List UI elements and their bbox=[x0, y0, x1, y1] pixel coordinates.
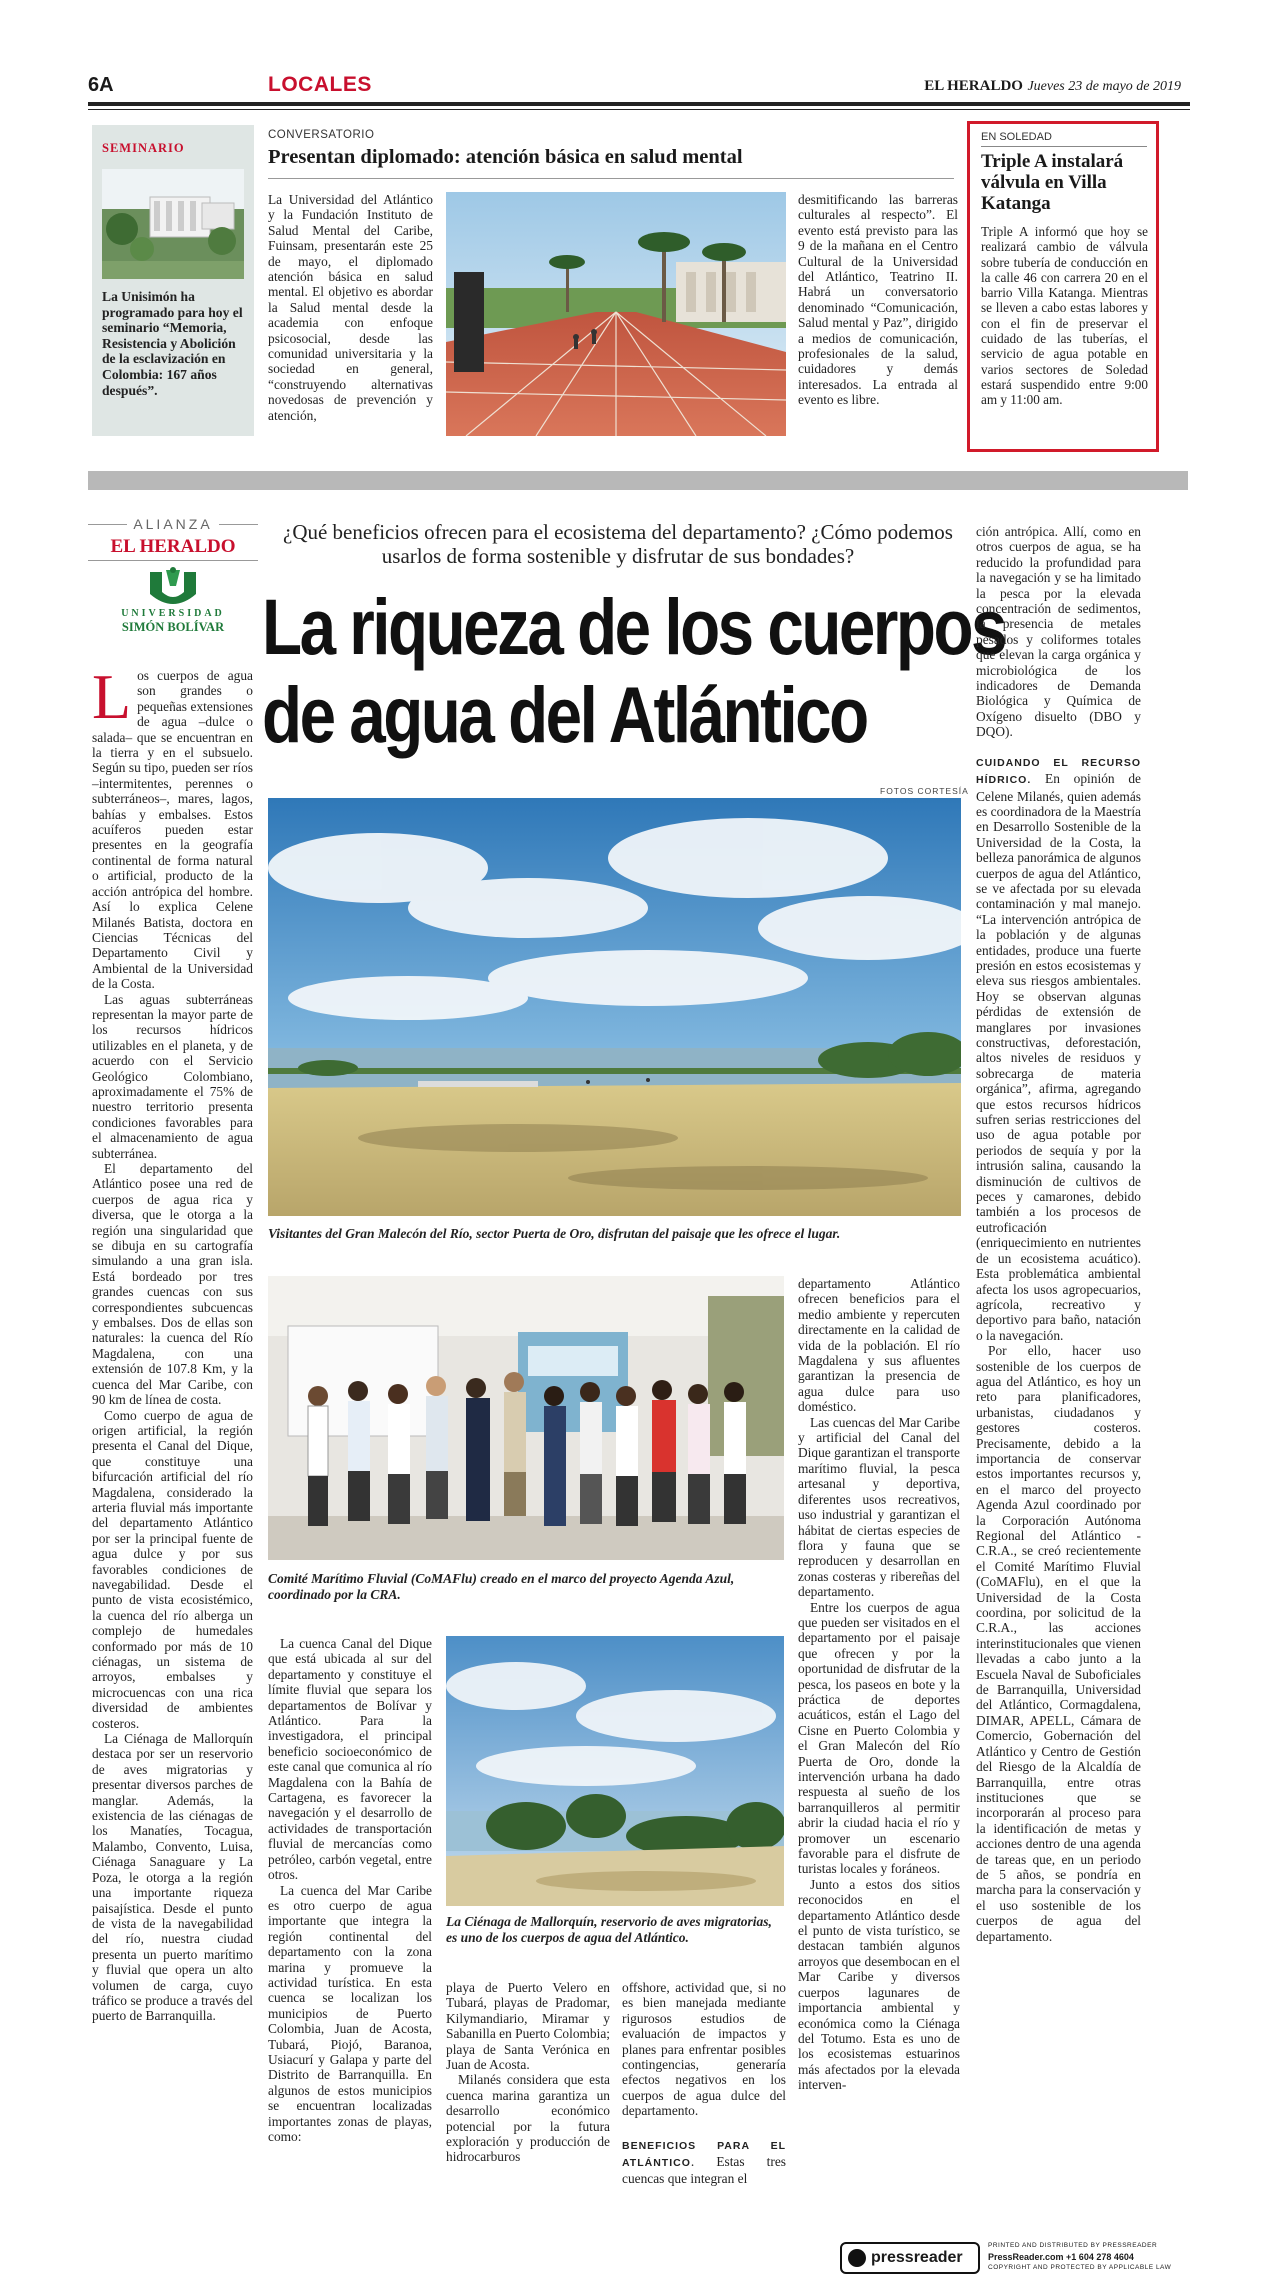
col4-para-1: offshore, actividad que, si no es bien manejada mediante rigurosos estudios de evaluación de impactos y planes para enfrentar posibles contingencias, generaría efectos negativos en los cuerpos de agua dulce del departamento. bbox=[622, 1980, 786, 2119]
col4-subhead: BENEFICIOS PARA EL ATLÁNTICO bbox=[622, 2139, 786, 2170]
university-line1: UNIVERSIDAD bbox=[121, 608, 225, 619]
col5 bbox=[798, 1276, 960, 2093]
soledad-kicker-rule bbox=[981, 146, 1147, 147]
cienaga-image bbox=[446, 1636, 784, 1906]
soledad-text: Triple A informó que hoy se realizará cambio de válvula sobre tubería de conducción en la calle 46 con carrera 20 en el barrio Villa Katanga. Mientras se lleven a cabo estas labores y con el fin de preservar el cuidado de las tuberías, el servicio de agua potable en varios sectores de Soledad estará suspendido entre 9:00 am y 11:00 am. bbox=[981, 224, 1148, 408]
main-headline bbox=[262, 582, 1006, 759]
col2 bbox=[268, 1636, 432, 2144]
col3-para-1: playa de Puerto Velero en Tubará, playas de Pradomar, Kilymandiario, Miramar y Sabanilla en Puerto Colombia; playa de Santa Verónica en Juan de Acosta. bbox=[446, 1980, 611, 2073]
seminar-photo bbox=[102, 169, 244, 279]
col5-para-3: Entre los cuerpos de agua que pueden ser visitados en el departamento por el paisaje que ofrecen y por la oportunidad de disfrutar de la pesca, los paseos en bote y la práctica de deportes acuáticos, están el Lago del Cisne en Puerto Colombia y el Gran Malecón del Río Puerta de Oro, donde la intervención urbana ha dado respuesta al sueño de los barranquilleros al permitir abrir la ciudad hacia el río y promover un escenario favorable para el disfrute de turistas locales y foráneos. bbox=[798, 1599, 960, 1877]
mallorquin-photo bbox=[446, 1636, 784, 1906]
col2-para-1: La cuenca Canal del Dique que está ubicada al sur del departamento y constituye el límite fluvial que separa los departamentos de Bolívar y Atlántico. Para la investigadora, el principal beneficio socioeconómico de este canal que comunica al río Magdalena con la Bahía de Cartagena, es favorecer la navegación y el desarrollo de actividades de transportación fluvial de mercancías como petróleo, carbón vegetal, entre otros. bbox=[268, 1636, 432, 1883]
malecon-image bbox=[268, 798, 961, 1216]
committee-group-image bbox=[268, 1276, 784, 1560]
col5-para-2: Las cuencas del Mar Caribe y artificial del Canal del Dique garantizan el transporte marítimo fluvial, la pesca artesanal y deportiva, diferentes usos recreativos, uso industrial y garantizan el hábitat de ciertas especies de flora y fauna que se reproducen y desarrollan en zonas costeras y ribereñas del departamento. bbox=[798, 1414, 960, 1600]
paper-name: EL HERALDO bbox=[924, 78, 1023, 94]
caption-3: La Ciénaga de Mallorquín, reservorio de aves migratorias, es uno de los cuerpos de agua del Atlántico. bbox=[446, 1914, 772, 1945]
alliance-rule-2 bbox=[88, 560, 258, 561]
university-crest-icon bbox=[146, 566, 200, 606]
alliance-label: ALIANZA bbox=[88, 516, 258, 532]
main-photo bbox=[268, 798, 961, 1216]
seminar-label: SEMINARIO bbox=[102, 141, 185, 155]
left-col-para-3: Como cuerpo de agua de origen artificial, la región presenta el Canal del Dique, que constituye una bifurcación artificial del río Magdalena, considerado la arteria fluvial más importante del departamento Atlántico por ser la principal fuente de agua dulce y por sus favorables condiciones de navegabilidad. Desde el punto de vista ecosistémico, la cuenca del río alberga un complejo de humedales conformado por más de 10 ciénagas, un sistema de arroyos, embalses y microcuencas con una rica diversidad de ambientes costeros. bbox=[92, 1407, 253, 1731]
diplomado-title: Presentan diplomado: atención básica en salud mental bbox=[268, 146, 743, 168]
pressreader-brand: pressreader bbox=[871, 2249, 963, 2266]
alliance-logo bbox=[88, 516, 258, 646]
diplomado-photo bbox=[446, 192, 786, 436]
col3 bbox=[446, 1980, 610, 2165]
headline-line2: de agua del Atlántico bbox=[262, 670, 867, 759]
header-rule bbox=[88, 102, 1190, 106]
right-col-section bbox=[976, 754, 1141, 1343]
pressreader-line2: PressReader.com +1 604 278 4604 bbox=[988, 2252, 1134, 2262]
pressreader-logo bbox=[840, 2242, 980, 2274]
col5-para-1: departamento Atlántico ofrecen beneficios para el medio ambiente y repercuten directamente en la calidad de vida de la población. El río Magdalena y sus afluentes garantizan la presencia de agua dulce para uso doméstico. bbox=[798, 1276, 960, 1415]
photo-credit: FOTOS CORTESÍA bbox=[880, 786, 969, 796]
soledad-title: Triple A instalará válvula en Villa Katanga bbox=[981, 151, 1124, 214]
left-col-para-1: Las aguas subterráneas representan la mayor parte de los recursos hídricos utilizables en el planeta, y de acuerdo con el Servicio Geológico Colombiano, aproximadamente el 75% de nuestro territorio presenta condiciones favorables para el almacenamiento de agua subterránea. bbox=[92, 991, 253, 1161]
right-col-first: ción antrópica. Allí, como en otros cuerpos de agua, se ha reducido la profundidad para la navegación y se ha limitado la pesca por la elevada concentración de sedimentos, la presencia de metales pesados y coliformes totales que elevan la carga orgánica y microbiológica de los indicadores de Demanda Biológica y Química de Oxígeno disuelto (DBO y DQO). bbox=[976, 524, 1141, 740]
left-column bbox=[92, 661, 253, 2024]
col4-after-subhead: . Estas tres cuencas que integran el bbox=[622, 2154, 786, 2187]
committee-photo bbox=[268, 1276, 784, 1560]
headline-line1: La riqueza de los cuerpos bbox=[262, 582, 1006, 671]
right-after-subhead: En opinión de Celene Milanés, quien además es coordinadora de la Maestría en Desarrollo Sostenible de la Universidad de la Costa, la belleza panorámica de algunos cuerpos de agua del Atlántico, se ve afectada por su elevada contaminación y mal manejo. “La intervención antrópica de la población y de algunas entidades, produce una fuerte presión en estos ecosistemas y eleva sus riesgos ambientales. Hoy se observan algunas pérdidas de extensión de manglares por invasiones constructivas, deforestación, altos niveles de residuos y sobrecarga de materia orgánica”, afirma, agregando que estos recursos hídricos sufren serias restricciones del uso de agua potable por periodos de sequía y por la intrusión salina, causando la disminución de cultivos de peces y camarones, debido también a los procesos de eutroficación (enriquecimiento en nutrientes de un ecosistema acuático). Esta problemática ambiental afecta los usos agropecuarios, agrícola, recreativo y deportivo para baño, natación o la navegación. bbox=[976, 771, 1141, 1343]
pressreader-line3: COPYRIGHT AND PROTECTED BY APPLICABLE LAW bbox=[988, 2264, 1172, 2271]
masthead-date bbox=[924, 78, 1181, 95]
seminar-text: La Unisimón ha programado para hoy el seminario “Memoria, Resistencia y Abolición de la esclavización en Colombia: 167 años después”. bbox=[102, 289, 243, 398]
col2-para-2: La cuenca del Mar Caribe es otro cuerpo de agua importante que integra la región continental del departamento con la zona marina y promueve la actividad turística. En esta cuenca se localizan los municipios de Puerto Colombia, Juan de Acosta, Tubará, Piojó, Baranoa, Usiacurí y Galapa y parte del Distrito de Barranquilla. En algunos de estos municipios se encuentran localizadas importantes zonas de playas, como: bbox=[268, 1882, 432, 2144]
left-col-para-2: El departamento del Atlántico posee una red de cuerpos de agua rica y diversa, que le otorga a la región una singularidad que se dibuja en su cartografía simulando a una gran isla. Está bordeado por tres grandes cuencas con sus correspondientes subcuencas y embalses. Dos de ellas son naturales: la cuenca del Río Magdalena, con una extensión de 107.8 Km, y la cuenca del Mar Caribe, con 90 km de línea de costa. bbox=[92, 1161, 253, 1408]
caption-1: Visitantes del Gran Malecón del Río, sector Puerta de Oro, disfrutan del paisaje que les ofrece el lugar. bbox=[268, 1226, 841, 1241]
left-col-first: os cuerpos de agua son grandes o pequeñas extensiones de agua –dulce o salada– que se encuentran en la tierra y en el subsuelo. Según su tipo, pueden ser ríos –intermitentes, perennes o subterráneos–, mares, lagos, bahías y embalses. Estos acuíferos pueden estar presentes en la geografía continental de forma natural o artificial, producto de la acción antrópica del hombre. Así lo explica Celene Milanés Batista, doctora en Ciencias Técnicas del Departamento Civil y Ambiental de la Universidad de la Costa. bbox=[92, 668, 253, 992]
right-column bbox=[976, 524, 1141, 1944]
col5-para-4: Junto a estos dos sitios reconocidos en el departamento Atlántico desde el punto de vista turístico, se destacan también algunos arroyos que desembocan en el Mar Caribe y diversos cuerpos lagunares de importancia ambiental y económica como la Ciénaga del Totumo. Esta es uno de los ecosistemas estuarinos más afectados por la elevada interven- bbox=[798, 1876, 960, 2093]
diplomado-kicker: CONVERSATORIO bbox=[268, 129, 375, 141]
diplomado-title-rule bbox=[268, 178, 954, 179]
pressreader-footer bbox=[840, 2242, 1172, 2276]
dropcap: L bbox=[92, 661, 132, 732]
right-subhead: CUIDANDO EL RECURSO HÍDRICO. bbox=[976, 756, 1141, 787]
right-col-para-1: Por ello, hacer uso sostenible de los cuerpos de agua del Atlántico, es hoy un reto para planificadores, urbanistas, ciudadanos y gestores costeros. Precisamente, debido a la importancia de conservar estos importantes recursos y, en el marco del proyecto Agenda Azul coordinado por la Corporación Autónoma Regional del Atlántico -C.R.A., se creó recientemente el Comité Marítimo Fluvial (CoMAFlu), en el que la Universidad de la Costa coordina, por solicitud de la C.R.A., las acciones interinstitucionales que vienen llevadas a cabo junto a la Escuela Naval de Suboficiales de Barranquilla, Universidad del Atlántico, Cormagdalena, DIMAR, APELL, Cámara de Comercio, Gobernación del Atlántico y Centro de Gestión del Riesgo de la Alcaldía de Barranquilla, entre otras instituciones que se incorporarán al proceso para la identificación de metas y acciones dentro de una agenda de tareas que, en un periodo de 5 años, se pondría en marcha para la conservación y el uso sostenible de los cuerpos de agua del departamento. bbox=[976, 1343, 1141, 1944]
main-deck: ¿Qué beneficios ofrecen para el ecosistema del departamento? ¿Cómo podemos usarlos de forma sostenible y disfrutar de sus bondades? bbox=[283, 520, 953, 568]
campus-image bbox=[102, 169, 244, 279]
alliance-paper: EL HERALDO bbox=[110, 536, 236, 557]
diplomado-col1: La Universidad del Atlántico y la Fundación Instituto de Salud Mental del Caribe, Fuinsam, presentarán este 25 de mayo, el diplomado atención básica en salud mental. El objetivo es abordar la Salud mental desde la academia con enfoque psicosocial, desde las comunidad universitaria y la sociedad en general, “construyendo alternativas novedosas de prevención y atención, bbox=[268, 192, 433, 423]
university-line2: SIMÓN BOLÍVAR bbox=[121, 620, 225, 634]
soledad-box bbox=[967, 121, 1159, 452]
col3-para-2: Milanés considera que esta cuenca marina garantiza un desarrollo económico potencial por la futura exploración y producción de hidrocarburos bbox=[446, 2072, 610, 2165]
pressreader-icon bbox=[848, 2249, 866, 2267]
caption-2: Comité Marítimo Fluvial (CoMAFlu) creado en el marco del proyecto Agenda Azul, coordinado por la CRA. bbox=[268, 1571, 735, 1602]
university-plaza-image bbox=[446, 192, 786, 436]
col4 bbox=[622, 1980, 786, 2187]
seminar-box bbox=[92, 125, 254, 436]
pressreader-line1: PRINTED AND DISTRIBUTED BY PRESSREADER bbox=[988, 2242, 1158, 2249]
page-number: 6A bbox=[88, 74, 114, 96]
header-rule-thin bbox=[88, 109, 1190, 110]
soledad-kicker: EN SOLEDAD bbox=[981, 131, 1052, 143]
date-text: Jueves 23 de mayo de 2019 bbox=[1027, 79, 1181, 94]
section-divider-band bbox=[88, 471, 1188, 490]
col4-section bbox=[622, 2137, 786, 2187]
left-col-para-4: La Ciénaga de Mallorquín destaca por ser un reservorio de aves migratorias y presentar diversos parches de manglar. Además, la existencia de las ciénagas de los Manatíes, Tocagua, Malambo, Convento, Luisa, Ciénaga Sanaguare y La Poza, le otorga a la región una importante riqueza paisajística. Desde el punto de vista de la navegabilidad del río, nuestra ciudad presenta un puerto marítimo y fluvial que opera un alto volumen de carga, cuyo tráfico se produce a través del puerto de Barranquilla. bbox=[92, 1731, 253, 2024]
diplomado-col2: desmitificando las barreras culturales al respecto”. El evento está previsto para las 9 de la mañana en el Centro Cultural de la Universidad del Atlántico, Teatrino II. Habrá un conversatorio denominado “Comunicación, Salud mental y Paz”, dirigido a medios de comunicación, profesionales de la salud, cuidadores y demás interesados. La entrada al evento es libre. bbox=[798, 192, 958, 408]
section-title: LOCALES bbox=[268, 73, 372, 96]
